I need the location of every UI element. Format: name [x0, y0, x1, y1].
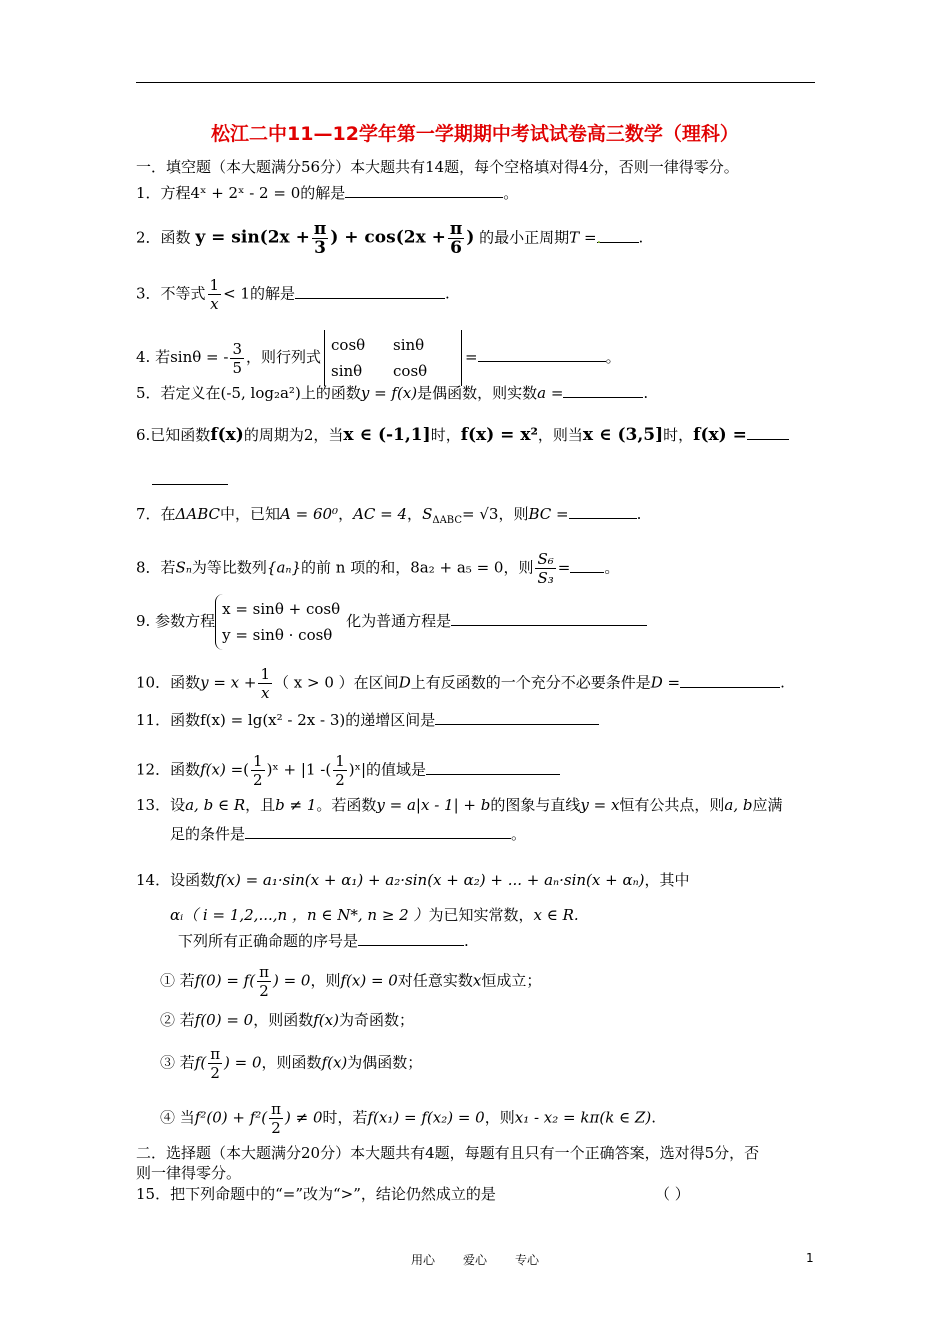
question-14-conditions: αᵢ（ i = 1,2,...,n ，n ∈ N*, n ≥ 2 ）为已知实常数，x ∈ R.	[170, 906, 579, 924]
question-8: 8．若Sₙ为等比数列{aₙ}的前 n 项的和，8a₂ + a₅ = 0，则 $\frac{\text{S₆}}{\text{S₃}}$ = 。	[136, 550, 620, 587]
section-2-heading-continued: 则一律得零分。	[136, 1164, 242, 1182]
answer-blank[interactable]	[478, 347, 606, 362]
question-6-blank-continued	[136, 470, 228, 490]
question-13-continued: 足的条件是 。	[170, 825, 527, 843]
fraction: $\frac{1}{2}$	[253, 752, 263, 789]
fraction: $\frac{1}{2}$	[335, 752, 345, 789]
option-2: ② 若f(0) = 0，则函数f(x)为奇函数；	[160, 1011, 414, 1029]
fraction: $\frac{1}{x}$	[209, 276, 220, 313]
answer-blank[interactable]	[435, 710, 599, 725]
question-1: 1．方程4ˣ + 2ˣ - 2 = 0的解是 。	[136, 184, 519, 202]
question-5: 5．若定义在(-5, log₂a²)上的函数y = f(x)是偶函数，则实数a = .	[136, 384, 649, 402]
question-11: 11．函数f(x) = lg(x² - 2x - 3)的递增区间是	[136, 710, 599, 730]
fraction: $\frac{\pi}{3}$	[313, 219, 327, 258]
answer-blank[interactable]	[295, 284, 445, 299]
option-1: ① 若f(0) = f( $\frac{\pi}{2}$ ) = 0，则f(x) = 0对任意实数x恒成立；	[160, 963, 542, 1000]
section-2-heading: 二．选择题（本大题满分20分）本大题共有4题，每题有且只有一个正确答案，选对得5分，否	[136, 1144, 760, 1162]
answer-blank[interactable]	[345, 183, 503, 198]
question-10: 10．函数y = x + $\frac{1}{x}$ （ x > 0 ）在区间D上有反函数的一个充分不必要条件是D = .	[136, 665, 785, 702]
question-13: 13．设a, b ∈ R，且b ≠ 1。若函数y = a|x - 1| + b的图象与直线y = x恒有公共点，则a, b应满	[136, 796, 783, 814]
answer-blank[interactable]	[747, 431, 789, 440]
fraction: $\frac{\pi}{2}$	[259, 963, 269, 1000]
section-1-heading: 一．填空题（本大题满分56分）本大题共有14题，每个空格填对得4分，否则一律得零分。	[136, 158, 739, 176]
question-4: 4. 若sinθ = - $\frac{3}{5}$ ，则行列式 cosθ sinθ sinθ cosθ = 。	[136, 330, 621, 386]
question-9: 9. 参数方程 x = sinθ + cosθ y = sinθ · cosθ 化为普通方程是	[136, 594, 647, 650]
answer-blank[interactable]	[563, 383, 643, 398]
equation-system: x = sinθ + cosθ y = sinθ · cosθ	[215, 594, 346, 650]
option-4: ④ 当f²(0) + f²( $\frac{\pi}{2}$ ) ≠ 0时，若f(x₁) = f(x₂) = 0，则x₁ - x₂ = kπ(k ∈ Z).	[160, 1100, 656, 1137]
question-12: 12．函数f(x) =( $\frac{1}{2}$ )ˣ + |1 -( $\frac{1}{2}$ )ˣ|的值域是	[136, 752, 560, 789]
question-6: 6.已知函数f(x)的周期为2，当x ∈ (-1,1]时，f(x) = x²，则当x ∈ (3,5]时，f(x) =	[136, 425, 789, 445]
fraction: $\frac{\pi}{2}$	[210, 1045, 221, 1082]
answer-blank[interactable]	[358, 931, 464, 946]
question-14: 14．设函数f(x) = a₁·sin(x + α₁) + a₂·sin(x + α₂) + ... + aₙ·sin(x + αₙ)，其中	[136, 871, 690, 889]
answer-parentheses[interactable]: （ ）	[655, 1185, 690, 1203]
question-7: 7．在ΔABC中，已知A = 60⁰，AC = 4，$S_{\Delta ABC}= √3$，则BC = .	[136, 505, 642, 526]
answer-blank[interactable]	[451, 611, 647, 626]
answer-blank[interactable]	[570, 558, 604, 573]
question-14-prompt: 下列所有正确命题的序号是 .	[178, 932, 469, 950]
question-3: 3．不等式 $\frac{1}{x}$ < 1的解是 .	[136, 276, 450, 313]
determinant: cosθ sinθ sinθ cosθ	[324, 330, 462, 386]
fraction: $\frac{\pi}{6}$	[449, 219, 463, 258]
answer-blank[interactable]	[245, 824, 511, 839]
page-footer: 用心 爱心 专心	[410, 1253, 540, 1267]
answer-blank[interactable]	[680, 673, 780, 688]
page-number: 1	[806, 1251, 814, 1265]
question-15: 15．把下列命题中的“=”改为“>”，结论仍然成立的是	[136, 1185, 496, 1203]
answer-blank[interactable]	[569, 504, 637, 519]
page-title: 松江二中11—12学年第一学期期中考试试卷高三数学（理科）	[211, 123, 739, 145]
answer-blank[interactable]	[426, 760, 560, 775]
answer-blank[interactable]	[152, 470, 228, 485]
fraction: $\frac{3}{5}$	[232, 339, 242, 377]
header-rule	[136, 82, 815, 83]
fraction: $\frac{1}{x}$	[260, 665, 271, 702]
fraction: $\frac{\pi}{2}$	[271, 1100, 281, 1137]
option-3: ③ 若f( $\frac{\pi}{2}$ ) = 0，则函数f(x)为偶函数；	[160, 1045, 423, 1082]
answer-blank[interactable]: .	[597, 228, 639, 243]
fraction: $\frac{\text{S₆}}{\text{S₃}}$	[537, 550, 554, 587]
question-2: 2．函数 y = sin(2x + $\frac{\pi}{3}$ ) + cos(2x + $\frac{\pi}{6}$ ) 的最小正周期T =. .	[136, 219, 644, 258]
